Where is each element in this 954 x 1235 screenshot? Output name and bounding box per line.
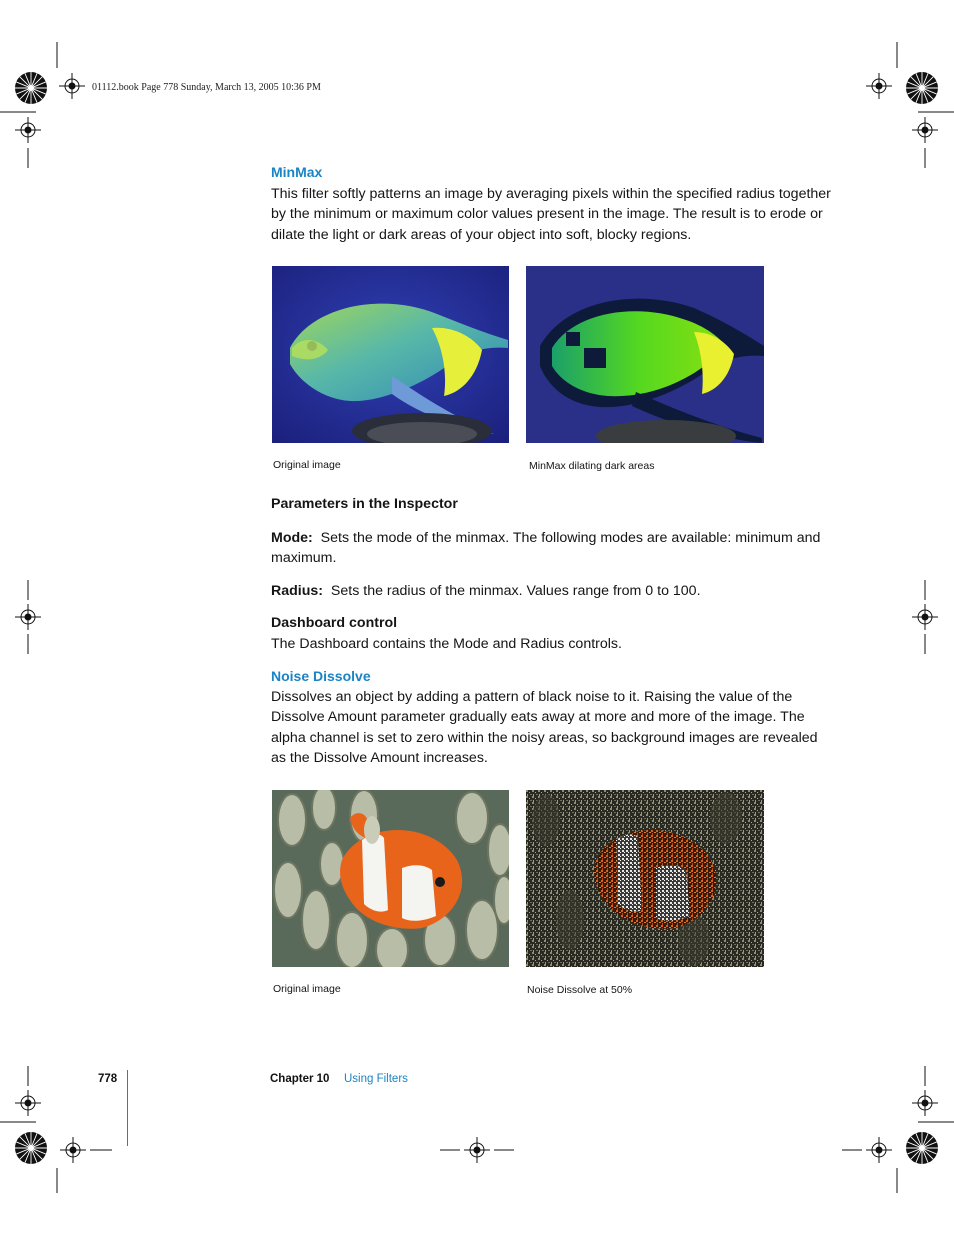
radius-term: Radius:: [271, 583, 324, 599]
parameters-heading: Parameters in the Inspector: [271, 496, 458, 512]
clownfish-original-image: [272, 790, 509, 967]
noise-dissolve-result-caption: Noise Dissolve at 50%: [527, 984, 633, 996]
mode-term: Mode:: [271, 530, 313, 546]
minmax-heading: MinMax: [271, 164, 323, 180]
angelfish-minmax-image: [526, 266, 764, 443]
noise-dissolve-heading: Noise Dissolve: [271, 668, 371, 684]
minmax-original-caption: Original image: [273, 459, 341, 471]
page-number: 778: [98, 1073, 118, 1085]
dashboard-heading: Dashboard control: [271, 615, 398, 631]
noise-dissolve-original-caption: Original image: [273, 983, 341, 995]
footer-divider: [127, 1070, 128, 1146]
footer-chapter-title: Using Filters: [344, 1073, 408, 1085]
noise-dissolve-description: Dissolves an object by adding a pattern of black noise to it. Raising the value of the Dissolve Amount parameter gradually eats away at more and more of the image. The alpha channel is set to zero within the noisy areas, so background images are revealed as the Dissolve Amount increases.: [271, 689, 818, 766]
mode-description: Sets the mode of the minmax. The following modes are available: minimum and maximum.: [271, 530, 821, 567]
mode-parameter: [271, 528, 831, 569]
radius-parameter: [271, 581, 831, 601]
footer-chapter-label: Chapter 10: [270, 1073, 330, 1085]
print-slug: 01112.book Page 778 Sunday, March 13, 2005 10:36 PM: [92, 82, 321, 93]
minmax-description: This filter softly patterns an image by averaging pixels within the specified radius together by the minimum or maximum color values present in the image. The result is to erode or dilate the light or dark areas of your object into soft, blocky regions.: [271, 186, 831, 243]
dashboard-description: The Dashboard contains the Mode and Radius controls.: [271, 636, 622, 652]
angelfish-original-image: [272, 266, 509, 443]
radius-description: Sets the radius of the minmax. Values range from 0 to 100.: [330, 583, 701, 599]
minmax-result-caption: MinMax dilating dark areas: [529, 460, 655, 472]
clownfish-noise-dissolve-image: [526, 790, 764, 967]
